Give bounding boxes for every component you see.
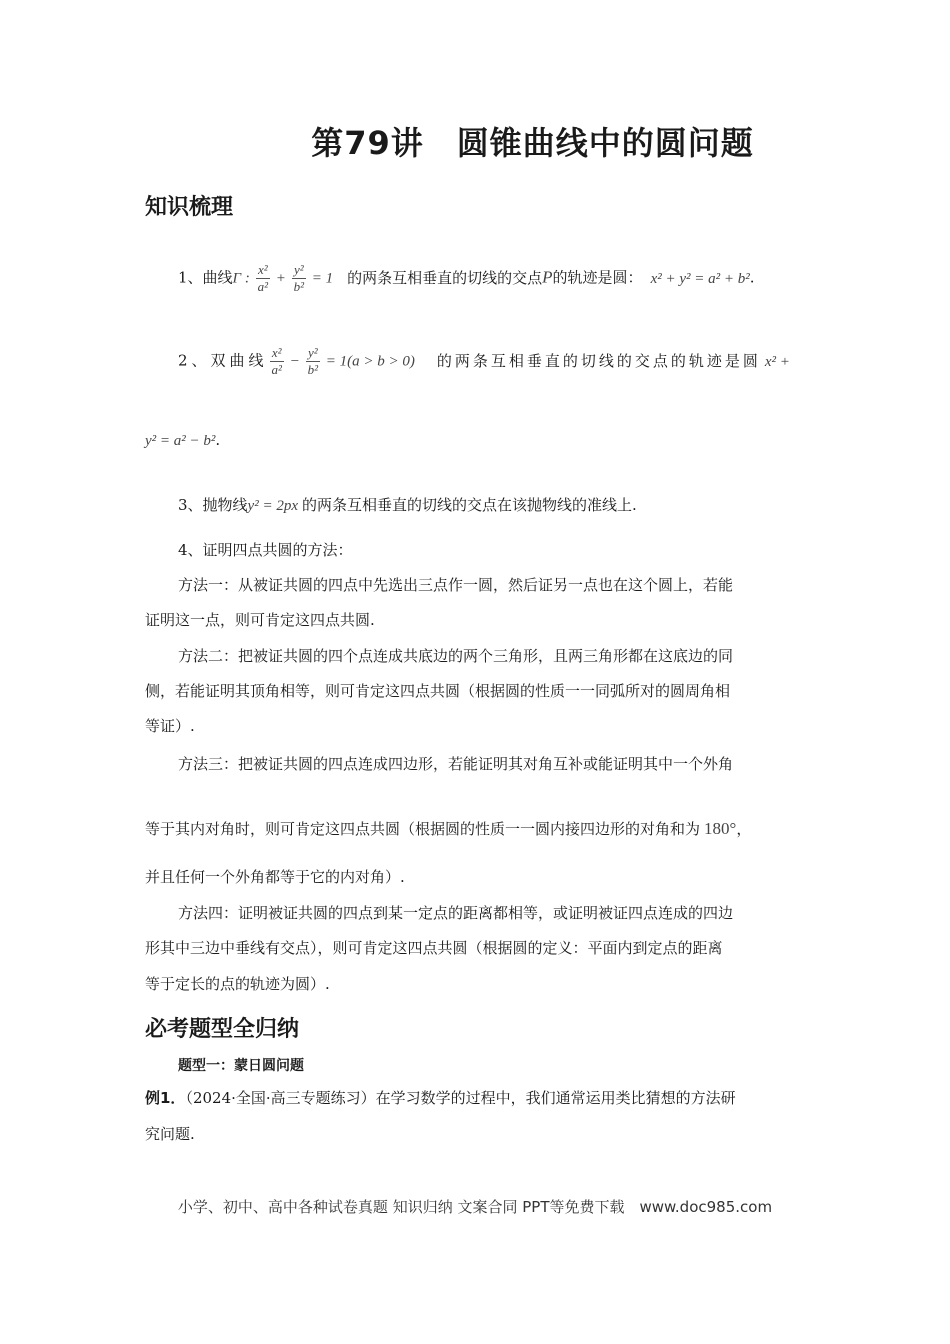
- item-2: 2、双曲线 $\frac{\text{x²}}{\text{a²}}$ − $\frac{\text{y²}}{\text{b²}}$ = 1(a > b > 0) 的两条互相垂直的切线的交点的轨迹是圆 x² +: [178, 345, 790, 377]
- item-3: [178, 495, 637, 516]
- item-2-fraction-y: $\frac{\text{y²}}{\text{b²}}$: [307, 345, 318, 377]
- item-3-equation: y² = 2px: [247, 498, 298, 514]
- method-3-line-2: 等于其内对角时，则可肯定这四点共圆（根据圆的性质一一圆内接四边形的对角和为 180°，: [145, 819, 752, 838]
- item-1-fraction-x: $\frac{\text{x²}}{\text{a²}}$: [257, 262, 268, 294]
- item-2-circle-part2: y² = a² − b²: [145, 433, 216, 449]
- method-3-line-1: 方法三：把被证共圆的四点连成四边形，若能证明其对角互补或能证明其中一个外角: [178, 755, 734, 773]
- item-2-text: 的两条互相垂直的切线的交点的轨迹是圆: [436, 351, 761, 370]
- example-1-line-2: 究问题.: [145, 1125, 195, 1143]
- method-2-line-1: 方法二：把被证共圆的四个点连成共底边的两个三角形，且两三角形都在这底边的同: [178, 647, 734, 665]
- type-1-heading: 题型一：蒙日圆问题: [178, 1058, 304, 1074]
- item-3-text: 的两条互相垂直的切线的交点在该抛物线的准线上.: [301, 496, 637, 514]
- item-2-circle-part1: x² +: [764, 353, 790, 370]
- section-heading-knowledge: 知识梳理: [145, 195, 234, 220]
- method-3-line-3: 并且任何一个外角都等于它的内对角）.: [145, 868, 405, 886]
- item-2-prefix: 2、双曲线: [178, 351, 268, 370]
- item-1: 1、曲线Γ : $\frac{\text{x²}}{\text{a²}}$ + $\frac{\text{y²}}{\text{b²}}$ = 1 的两条互相垂直的切线的交点P的轨迹是圆： x² + y² = a² + b².: [178, 262, 755, 294]
- item-1-fraction-y: $\frac{\text{y²}}{\text{b²}}$: [293, 262, 305, 294]
- footer-text: 小学、初中、高中各种试卷真题 知识归纳 文案合同 PPT等免费下载 www.doc985.com: [177, 1198, 773, 1216]
- item-1-gamma: Γ :: [232, 270, 254, 287]
- method-4-line-3: 等于定长的点的轨迹为圆）.: [145, 975, 330, 993]
- degree-180: 180°: [704, 819, 737, 838]
- item-1-circle-equation: x² + y² = a² + b²: [650, 270, 750, 287]
- page-title: 第79讲 圆锥曲线中的圆问题: [311, 124, 754, 162]
- item-1-point: P: [542, 267, 553, 287]
- method-4-line-1: 方法四：证明被证共圆的四点到某一定点的距离都相等，或证明被证四点连成的四边: [178, 904, 734, 922]
- method-2-line-3: 等证）.: [145, 717, 195, 735]
- example-1-line-1: 例1．（2024·全国·高三专题练习）在学习数学的过程中，我们通常运用类比猜想的方法研: [145, 1089, 736, 1107]
- item-2-fraction-x: $\frac{\text{x²}}{\text{a²}}$: [271, 345, 282, 377]
- method-1-line-2: 证明这一点，则可肯定这四点共圆.: [145, 611, 375, 629]
- method-4-line-2: 形其中三边中垂线有交点），则可肯定这四点共圆（根据圆的定义：平面内到定点的距离: [145, 939, 723, 957]
- item-2-condition: = 1(a > b > 0): [321, 353, 415, 370]
- item-3-prefix: 3、抛物线: [178, 496, 248, 514]
- item-2-continued: y² = a² − b².: [145, 431, 221, 449]
- method-2-line-2: 侧，若能证明其顶角相等，则可肯定这四点共圆（根据圆的性质一一同弧所对的圆周角相: [145, 682, 731, 700]
- item-1-prefix: 1、曲线: [178, 268, 233, 287]
- section-heading-question-types: 必考题型全归纳: [145, 1017, 300, 1042]
- example-1-label: 例1．: [145, 1089, 186, 1107]
- item-4: 4、证明四点共圆的方法：: [178, 541, 353, 559]
- item-1-text: 的两条互相垂直的切线的交点: [347, 268, 543, 287]
- method-1-line-1: 方法一：从被证共圆的四点中先选出三点作一圆，然后证另一点也在这个圆上，若能: [178, 576, 734, 594]
